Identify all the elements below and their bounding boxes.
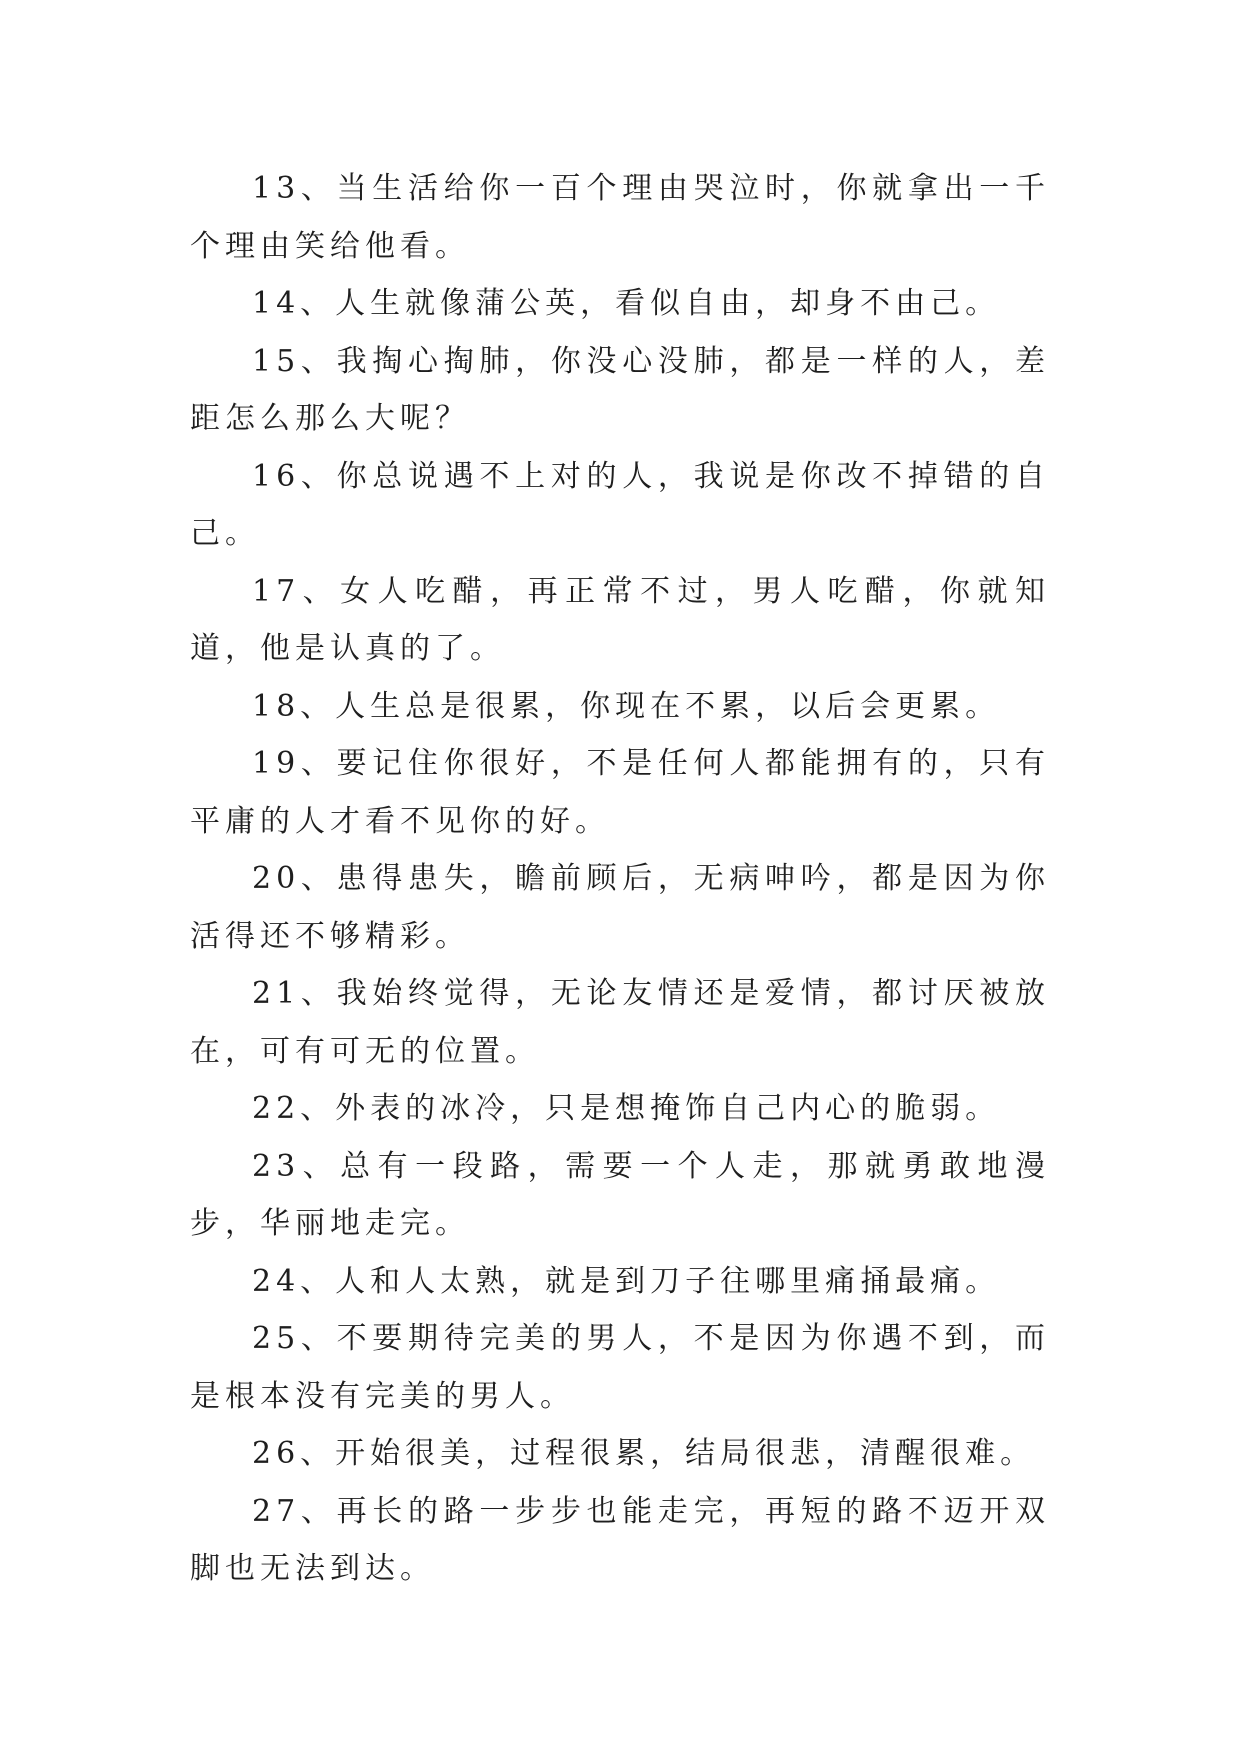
quote-paragraph-16: 16、你总说遇不上对的人，我说是你改不掉错的自己。 [190,458,1050,551]
quote-paragraph-13: 13、当生活给你一百个理由哭泣时，你就拿出一千个理由笑给他看。 [190,171,1050,264]
quote-paragraph-19: 19、要记住你很好，不是任何人都能拥有的，只有平庸的人才看不见你的好。 [190,746,1050,839]
quote-paragraph-23: 23、总有一段路，需要一个人走，那就勇敢地漫步，华丽地走完。 [190,1148,1050,1241]
quote-paragraph-20: 20、患得患失，瞻前顾后，无病呻吟，都是因为你活得还不够精彩。 [190,861,1050,954]
quote-paragraph-15: 15、我掏心掏肺，你没心没肺，都是一样的人，差距怎么那么大呢？ [190,343,1050,436]
quote-paragraph-18: 18、人生总是很累，你现在不累，以后会更累。 [252,688,1001,724]
quote-paragraph-21: 21、我始终觉得，无论友情还是爱情，都讨厌被放在，可有可无的位置。 [190,976,1050,1069]
quote-paragraph-24: 24、人和人太熟，就是到刀子往哪里痛捅最痛。 [252,1263,1001,1299]
quote-paragraph-14: 14、人生就像蒲公英，看似自由，却身不由己。 [252,286,1001,321]
quote-list [190,160,1050,1598]
quote-paragraph-22: 22、外表的冰冷，只是想掩饰自己内心的脆弱。 [252,1091,1001,1126]
quote-paragraph-17: 17、女人吃醋，再正常不过，男人吃醋，你就知道，他是认真的了。 [190,573,1050,666]
quote-paragraph-26: 26、开始很美，过程很累，结局很悲，清醒很难。 [252,1436,1036,1471]
quote-paragraph-27: 27、再长的路一步步也能走完，再短的路不迈开双脚也无法到达。 [190,1493,1050,1586]
quote-paragraph-25: 25、不要期待完美的男人，不是因为你遇不到，而是根本没有完美的男人。 [190,1321,1050,1414]
